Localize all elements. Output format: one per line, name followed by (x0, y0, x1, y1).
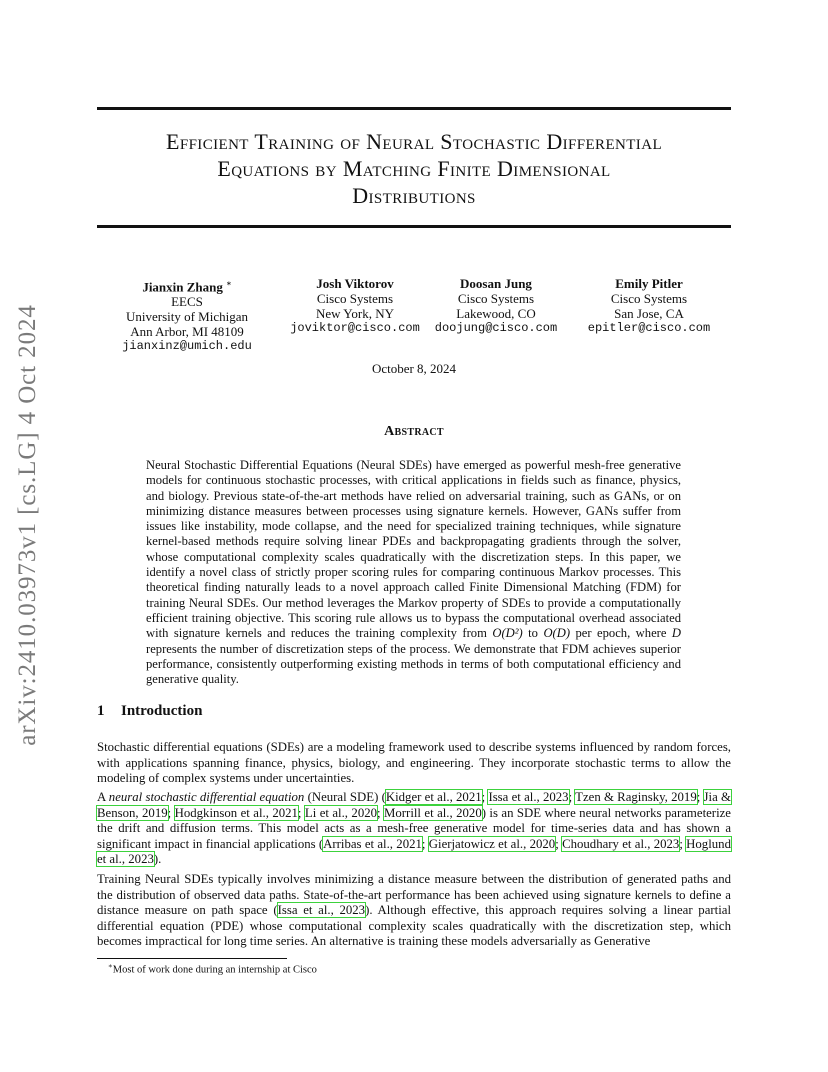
citation-link[interactable]: Tzen & Raginsky, 2019 (575, 790, 697, 804)
citation-link[interactable]: Morrill et al., 2020 (384, 805, 482, 820)
citation-link[interactable]: Li et al., 2020 (304, 805, 378, 820)
title-line-3: Distributions (352, 183, 476, 208)
abstract-heading: Abstract (384, 424, 444, 439)
author-affiliation: Cisco Systems (610, 291, 688, 306)
author-affiliation: Cisco Systems (457, 291, 535, 306)
math-variable-d: D (671, 626, 682, 641)
author-address: New York, NY (315, 306, 394, 321)
author-name: Josh Viktorov (316, 276, 394, 291)
citation-link[interactable]: Hoglund et al., 2023 (97, 836, 731, 867)
section-number: 1 (97, 703, 105, 719)
author-block (428, 276, 564, 336)
section-title: Introduction (121, 703, 203, 719)
section-heading-introduction (97, 703, 202, 720)
author-affiliation: Cisco Systems (316, 291, 394, 306)
math-complexity-quadratic: O(D²) (492, 626, 523, 641)
citation-link[interactable]: Jia & Benson, 2019 (97, 790, 731, 820)
author-block (112, 276, 262, 354)
footnote-text: Most of work done during an internship at Cisco (112, 964, 317, 976)
arxiv-sidebar-stamp (8, 283, 48, 768)
author-block (576, 276, 722, 336)
abstract-body: Neural Stochastic Differential Equations (Neural SDEs) have emerged as powerful mesh-free generative models for continuous stochastic processes, with critical applications in fields such as finance, physics, and biology. Previous state-of-the-art methods have relied on adversarial training, such as GANs, or on minimizing distance measures between processes using signature kernels. However, GANs suffer from issues like instability, mode collapse, and the need for specialized training techniques, while signature kernel-based methods require solving linear PDEs and backpropagating gradients through the solver, whose computational complexity scales quadratically with the discretization steps. In this paper, we identify a novel class of strictly proper scoring rules for comparing continuous Markov processes. This theoretical finding naturally leads to a novel approach called Finite Dimensional Matching (FDM) for training Neural SDEs. Our method leverages the Markov property of SDEs to provide a computationally efficient training objective. This scoring rule allows us to bypass the computational overhead associated with signature kernels and reduces the training complexity from O(D²) to O(D) per epoch, where D represents the number of discretization steps of the process. We demonstrate that FDM achieves superior performance, consistently outperforming existing methods in terms of both computational efficiency and generative quality. (146, 458, 682, 687)
footnote-rule (97, 958, 287, 959)
author-affiliation: EECS (171, 294, 203, 310)
author-email[interactable]: epitler@cisco.com (587, 321, 711, 335)
paper-title (97, 128, 731, 209)
author-name: Jianxin Zhang ∗ (142, 279, 232, 295)
title-rule-top (97, 107, 731, 110)
title-rule-bottom (97, 225, 731, 228)
author-address: San Jose, CA (614, 306, 684, 321)
intro-paragraph-1: Stochastic differential equations (SDEs) are a modeling framework used to describe systems influenced by random forces, with applications spanning finance, physics, biology, and engineering. They incorporate stochastic terms to allow the modeling of complex systems under uncertainties. (97, 740, 731, 786)
intro-paragraph-3: Training Neural SDEs typically involves minimizing a distance measure between the distribution of generated paths and the distribution of observed data paths. State-of-the-art performance has been achieved using signature kernels to define a distance measure on path space (Issa et al., 2023). Although effective, this approach requires solving a linear partial differential equation (PDE) whose computational complexity scales quadratically with the discretization step, which becomes impractical for long time series. An alternative is training these models adversarially as Generative (97, 872, 731, 949)
author-name: Emily Pitler (615, 276, 683, 291)
author-address: Ann Arbor, MI 48109 (130, 324, 244, 340)
author-block (270, 276, 440, 336)
author-email[interactable]: jianxinz@umich.edu (122, 339, 252, 354)
footnote-marker: ∗ (108, 962, 113, 970)
author-address: Lakewood, CO (456, 306, 536, 321)
title-line-1: Efficient Training of Neural Stochastic Differential (165, 129, 663, 154)
author-email[interactable]: joviktor@cisco.com (290, 321, 420, 335)
citation-link[interactable]: Hodgkinson et al., 2021 (174, 805, 298, 820)
footnote-marker: ∗ (226, 279, 232, 288)
arxiv-identifier: arXiv:2410.03973v1 [cs.LG] 4 Oct 2024 (14, 304, 41, 746)
citation-link[interactable]: Kidger et al., 2021 (385, 790, 482, 804)
footnote (108, 962, 317, 976)
citation-link[interactable]: Issa et al., 2023 (488, 790, 569, 804)
author-name: Doosan Jung (460, 276, 532, 291)
paper-date: October 8, 2024 (371, 361, 457, 376)
citation-link[interactable]: Gierjatowicz et al., 2020 (428, 836, 556, 851)
author-email[interactable]: doojung@cisco.com (434, 321, 558, 335)
intro-paragraph-2: A neural stochastic differential equation (Neural SDE) (Kidger et al., 2021; Issa et al., 2023; Tzen & Raginsky, 2019; Jia & Benson, 2019; Hodgkinson et al., 2021; Li et al., 2020; Morrill et al., 2020) is an SDE where neural networks parameterize the drift and diffusion terms. This model acts as a mesh-free generative model for time-series data and has shown a significant impact in financial applications (Arribas et al., 2021; Gierjatowicz et al., 2020; Choudhary et al., 2023; Hoglund et al., 2023). (97, 790, 731, 867)
citation-link[interactable]: Choudhary et al., 2023 (562, 836, 680, 851)
citation-link[interactable]: Arribas et al., 2021 (323, 836, 422, 851)
author-institution: University of Michigan (125, 309, 249, 325)
title-line-2: Equations by Matching Finite Dimensional (217, 156, 611, 181)
math-complexity-linear: O(D) (543, 626, 571, 641)
citation-link[interactable]: Issa et al., 2023 (277, 903, 366, 918)
